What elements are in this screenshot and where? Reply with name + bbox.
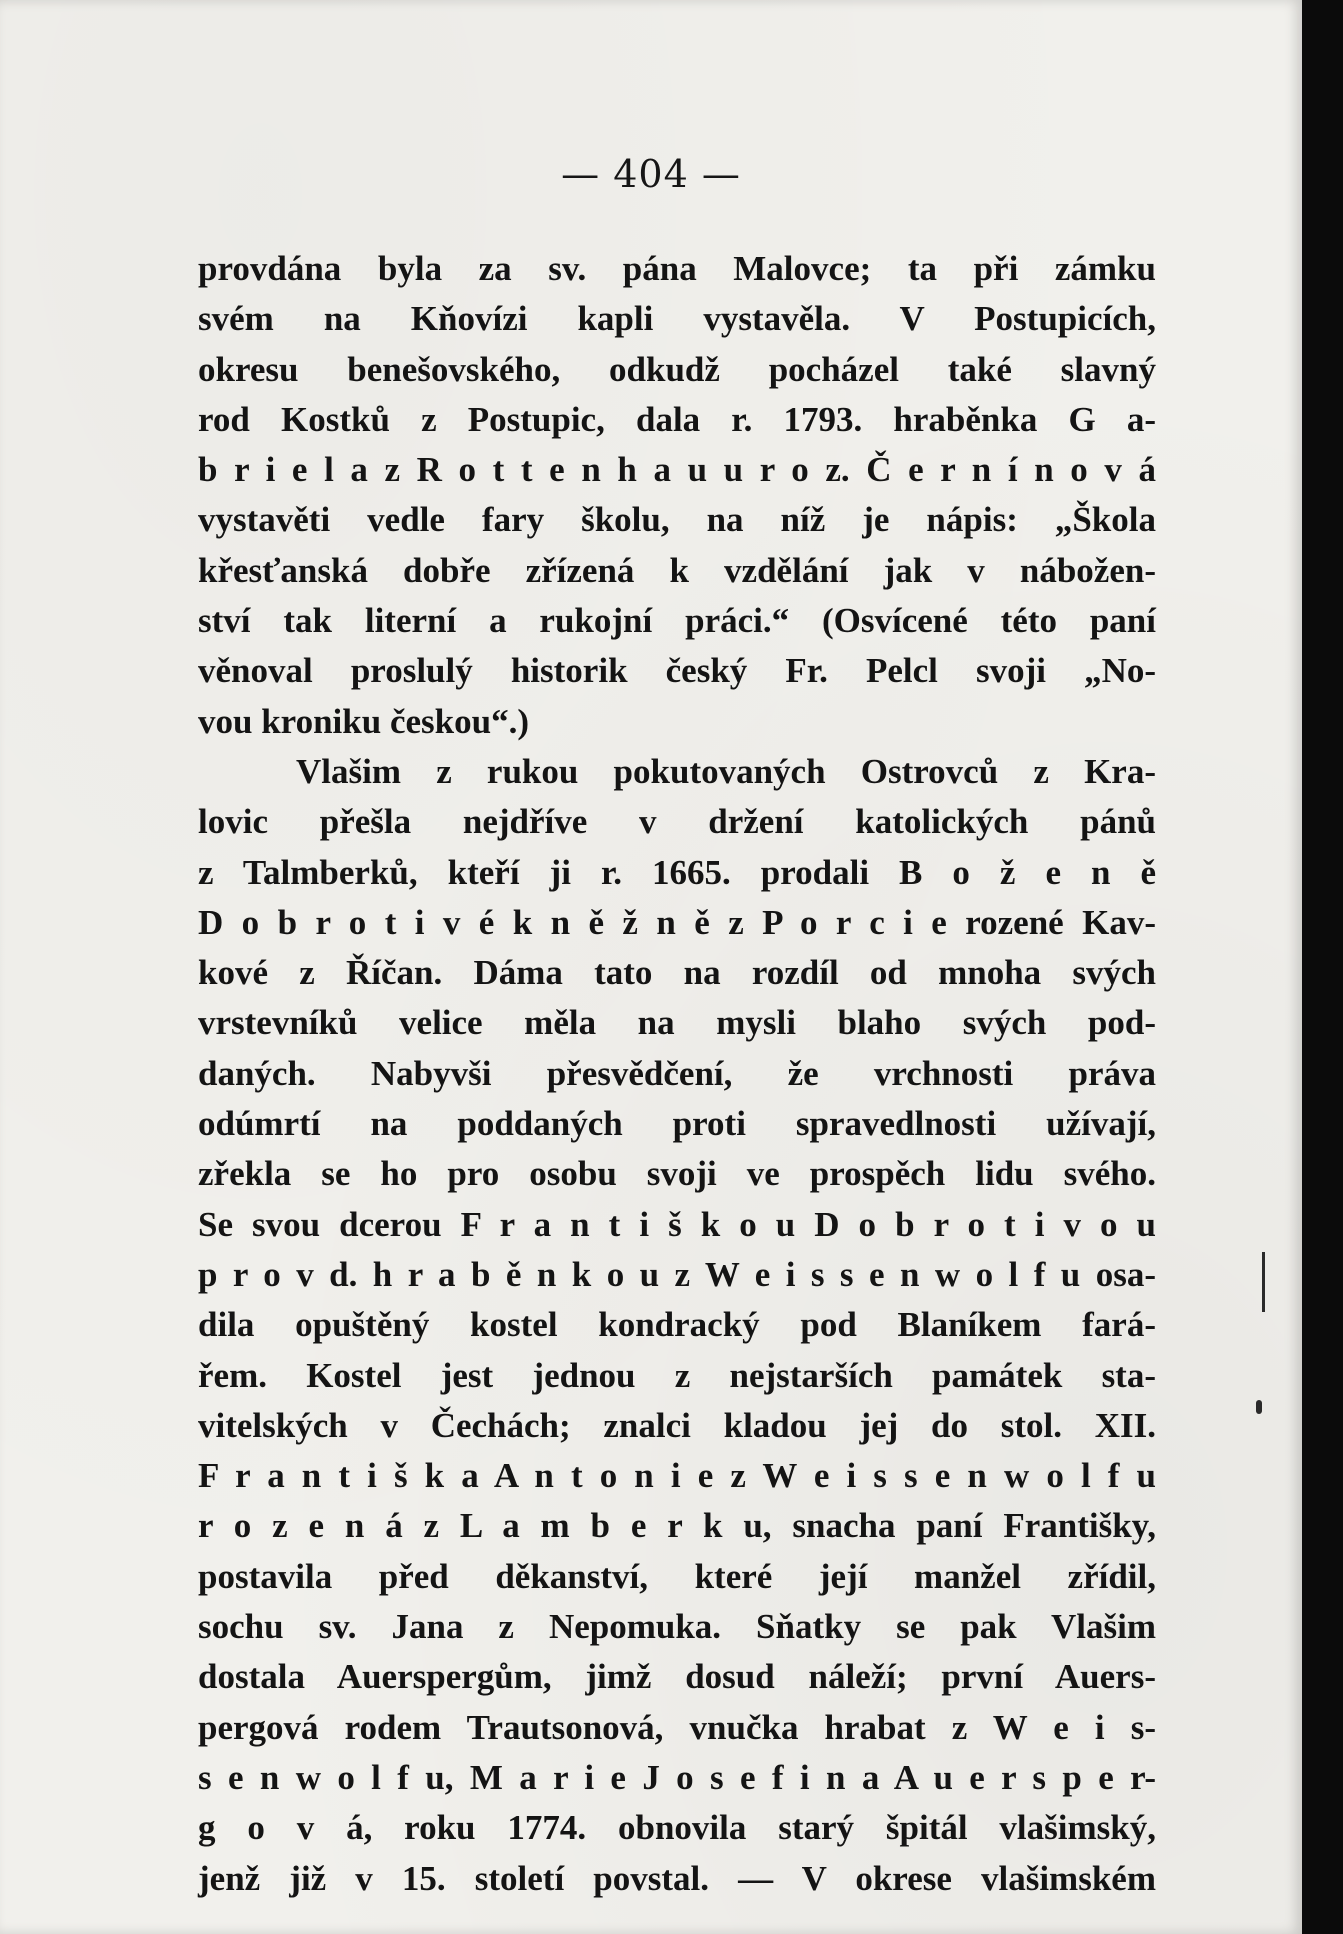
text-line: svém na Kňovízi kapli vystavěla. V Postupicích,: [198, 299, 1156, 339]
text-line: vou kroniku českou“.): [198, 701, 529, 741]
text-line: D o b r o t i v é k n ě ž n ě z P o r c i e rozené Kav-: [198, 902, 1156, 942]
paragraph-first-line: Vlašim z rukou pokutovaných Ostrovců z Kra-: [296, 751, 1156, 791]
text-line: s e n w o l f u, M a r i e J o s e f i n a A u e r s p e r-: [198, 1757, 1156, 1797]
text-line: z Talmberků, kteří ji r. 1665. prodali B o ž e n ě: [198, 852, 1156, 892]
text-line: kové z Říčan. Dáma tato na rozdíl od mnoha svých: [198, 953, 1156, 993]
text-line: vystavěti vedle fary školu, na níž je nápis: „Škola: [198, 500, 1156, 540]
text-line: rod Kostků z Postupic, dala r. 1793. hraběnka G a-: [198, 399, 1156, 439]
text-line: dostala Auerspergům, jimž dosud náleží; první Auers-: [198, 1657, 1156, 1697]
page-number: — 404 —: [561, 152, 741, 196]
text-line: vrstevníků velice měla na mysli blaho svých pod-: [198, 1003, 1156, 1043]
text-line: Se svou dcerou F r a n t i š k o u D o b r o t i v o u: [198, 1204, 1156, 1244]
text-line: lovic přešla nejdříve v držení katolických pánů: [198, 802, 1156, 842]
text-line: sochu sv. Jana z Nepomuka. Sňatky se pak Vlašim: [198, 1607, 1156, 1647]
text-line: r o z e n á z L a m b e r k u, snacha paní Františky,: [198, 1506, 1156, 1546]
text-line: dila opuštěný kostel kondracký pod Blaníkem fará-: [198, 1305, 1156, 1345]
text-line: g o v á, roku 1774. obnovila starý špitál vlašimský,: [198, 1808, 1156, 1848]
text-line: řem. Kostel jest jednou z nejstarších památek sta-: [198, 1355, 1156, 1395]
text-line: provdána byla za sv. pána Malovce; ta při zámku: [198, 249, 1156, 288]
text-line: jenž již v 15. století povstal. — V okrese vlašimském: [198, 1858, 1156, 1898]
body-text: [198, 244, 1156, 1904]
text-line: okresu benešovského, odkudž pocházel také slavný: [198, 349, 1156, 389]
text-line: vitelských v Čechách; znalci kladou jej do stol. XII.: [198, 1405, 1156, 1445]
text-line: daných. Nabyvši přesvědčení, že vrchnosti práva: [198, 1053, 1156, 1093]
text-line: ství tak literní a rukojní práci.“ (Osvícené této paní: [198, 601, 1156, 641]
text-line: F r a n t i š k a A n t o n i e z W e i s s e n w o l f u: [198, 1456, 1156, 1496]
scan-mark: [1262, 1252, 1265, 1312]
text-line: zřekla se ho pro osobu svoji ve prospěch lidu svého.: [198, 1154, 1156, 1194]
text-line: p r o v d. h r a b ě n k o u z W e i s s e n w o l f u osa-: [198, 1254, 1156, 1294]
text-line: křesťanská dobře zřízená k vzdělání jak v nábožen-: [198, 550, 1156, 590]
text-line: odúmrtí na poddaných proti spravedlnosti užívají,: [198, 1104, 1156, 1144]
scan-mark: [1256, 1400, 1262, 1414]
text-line: pergová rodem Trautsonová, vnučka hrabat z W e i s-: [198, 1707, 1156, 1747]
text-line: věnoval proslulý historik český Fr. Pelcl svoji „No-: [198, 651, 1156, 691]
text-line: b r i e l a z R o t t e n h a u u r o z. Č e r n í n o v á: [198, 450, 1156, 490]
text-line: postavila před děkanství, které její manžel zřídil,: [198, 1556, 1156, 1596]
